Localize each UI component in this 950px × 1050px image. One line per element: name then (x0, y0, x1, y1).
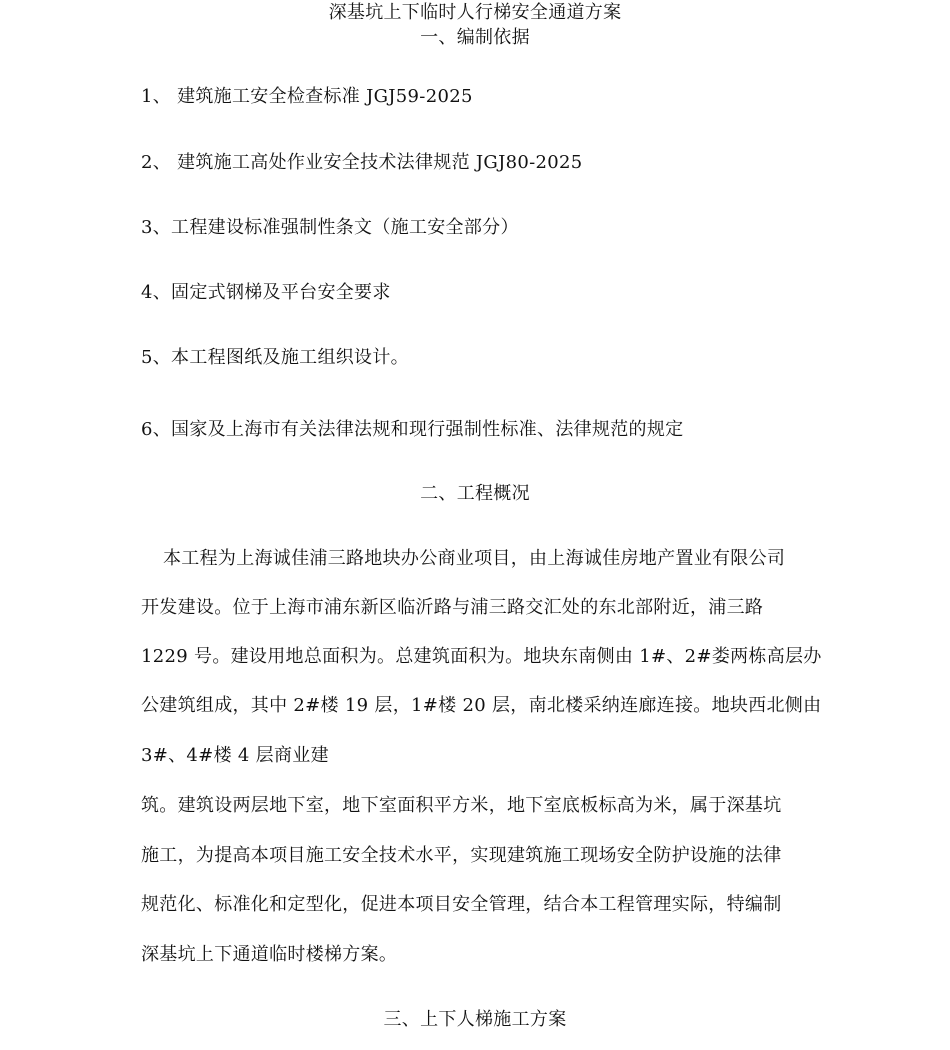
overview-line: 3#、4#楼 4 层商业建 (141, 745, 329, 766)
basis-item: 4、固定式钢梯及平台安全要求 (141, 282, 391, 303)
overview-line: 深基坑上下通道临时楼梯方案。 (141, 944, 398, 965)
basis-item: 2、 建筑施工高处作业安全技术法律规范 JGJ80-2025 (141, 152, 583, 173)
basis-item: 5、本工程图纸及施工组织设计。 (141, 347, 409, 368)
document-title: 深基坑上下临时人行梯安全通道方案 (328, 2, 622, 23)
basis-item: 6、国家及上海市有关法律法规和现行强制性标准、法律规范的规定 (141, 419, 684, 440)
overview-line: 开发建设。位于上海市浦东新区临沂路与浦三路交汇处的东北部附近，浦三路 (141, 597, 764, 618)
basis-item: 3、工程建设标准强制性条文（施工安全部分） (141, 217, 519, 238)
overview-line: 公建筑组成，其中 2#楼 19 层，1#楼 20 层，南北楼采纳连廊连接。地块西北侧由 (141, 695, 822, 716)
basis-item: 1、 建筑施工安全检查标准 JGJ59-2025 (141, 86, 473, 107)
section-heading-construction: 三、上下人梯施工方案 (383, 1009, 567, 1030)
overview-line: 1229 号。建设用地总面积为。总建筑面积为。地块东南侧由 1#、2#娄两栋高层办 (141, 646, 822, 667)
section-heading-overview: 二、工程概况 (420, 483, 530, 504)
overview-line: 本工程为上海诚佳浦三路地块办公商业项目，由上海诚佳房地产置业有限公司 (163, 548, 786, 569)
overview-line: 规范化、标准化和定型化，促进本项目安全管理，结合本工程管理实际，特编制 (141, 894, 782, 915)
overview-line: 施工，为提高本项目施工安全技术水平，实现建筑施工现场安全防护设施的法律 (141, 845, 782, 866)
overview-line: 筑。建筑设两层地下室，地下室面积平方米，地下室底板标高为米，属于深基坑 (141, 795, 782, 816)
section-heading-basis: 一、编制依据 (420, 27, 530, 48)
